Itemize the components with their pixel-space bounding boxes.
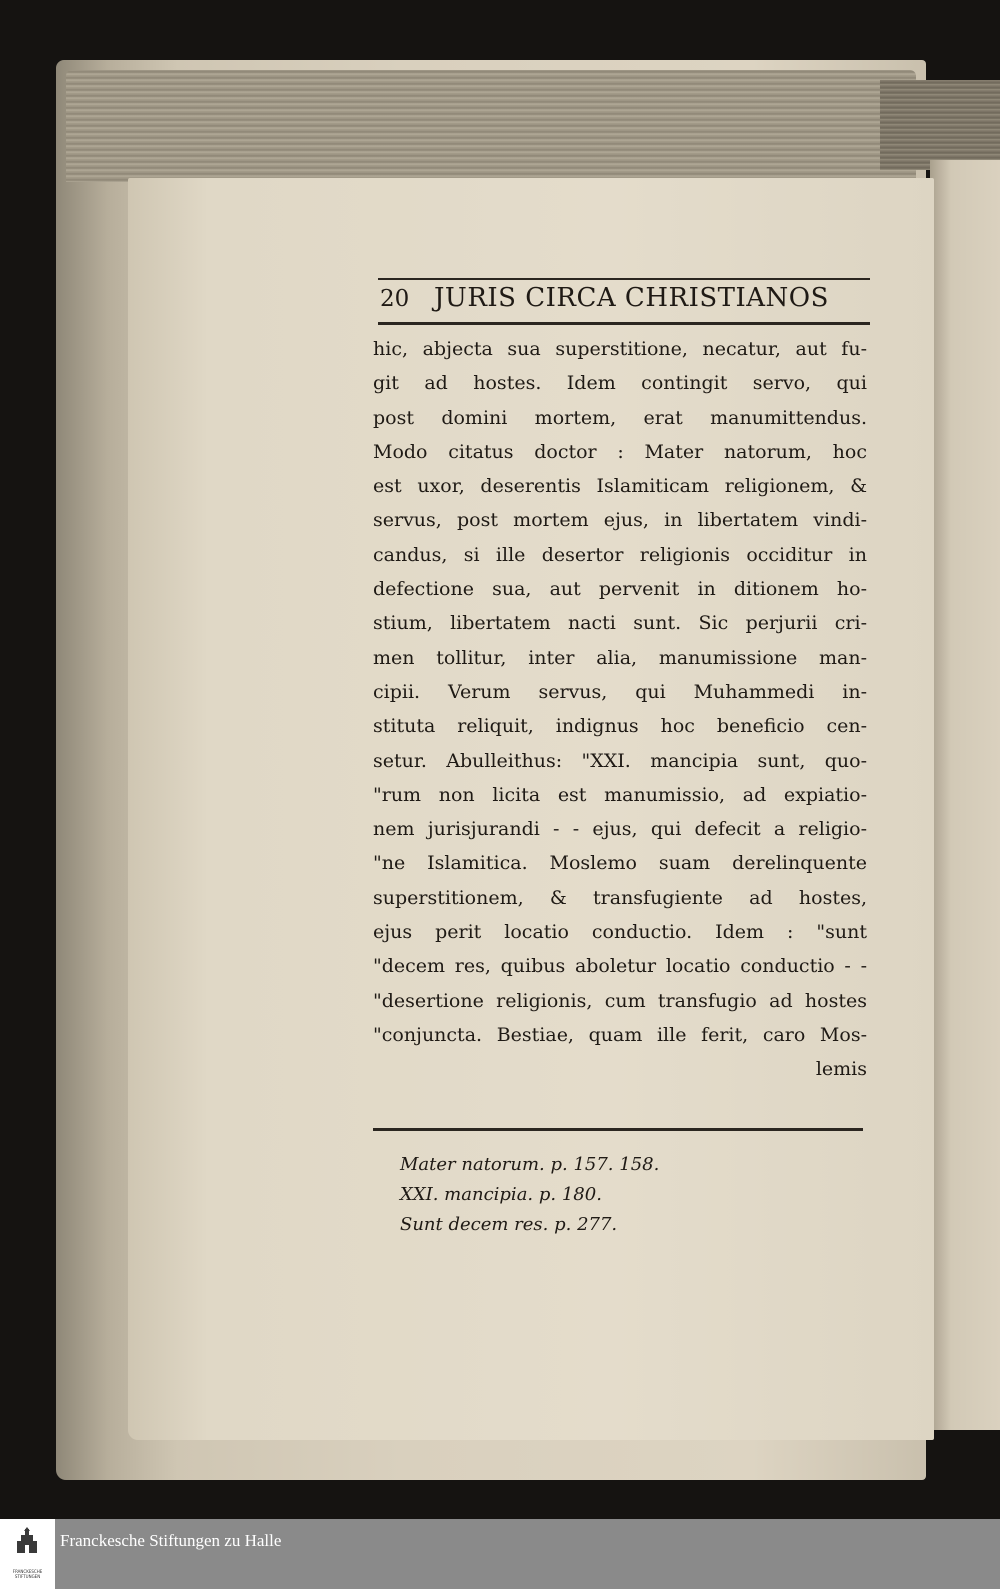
facing-page (930, 160, 1000, 1430)
text-line: defectione sua, aut pervenit in ditionem ho- (373, 578, 867, 601)
text-line: candus, si ille desertor religionis occiditur in (373, 543, 867, 566)
text-line: stium, libertatem nacti sunt. Sic perjurii cri- (373, 612, 867, 635)
header-row (378, 280, 870, 320)
text-line: Modo citatus doctor : Mater natorum, hoc (373, 440, 867, 463)
text-line: git ad hostes. Idem contingit servo, qui (373, 372, 867, 395)
facing-page-edges-top (880, 80, 1000, 170)
text-line: "desertione religionis, cum transfugio ad hostes (373, 989, 867, 1012)
text-line: cipii. Verum servus, qui Muhammedi in- (373, 680, 867, 703)
page-number: 20 (380, 286, 410, 312)
text-line: nem jurisjurandi - - ejus, qui defecit a religio- (373, 818, 867, 841)
text-line: "rum non licita est manumissio, ad expiatio- (373, 783, 867, 806)
text-line: ejus perit locatio conductio. Idem : "sunt (373, 921, 867, 944)
footer-bar (0, 1519, 1000, 1589)
body-text (373, 332, 867, 1087)
text-line: "ne Islamitica. Moslemo suam derelinquente (373, 852, 867, 875)
text-line: "conjuncta. Bestiae, quam ille ferit, caro Mos- (373, 1023, 867, 1046)
text-line: stituta reliquit, indignus hoc beneficio cen- (373, 715, 867, 738)
page-header (378, 278, 870, 320)
header-rule (378, 322, 870, 325)
text-line: hic, abjecta sua superstitione, necatur, aut fu- (373, 338, 867, 360)
footnote: Mater natorum. p. 157. 158. (400, 1154, 660, 1175)
footnote: XXI. mancipia. p. 180. (400, 1184, 602, 1205)
text-line: "decem res, quibus aboletur locatio conductio - - (373, 955, 867, 978)
text-line: servus, post mortem ejus, in libertatem vindi- (373, 509, 867, 532)
footnotes (400, 1150, 800, 1240)
text-line: setur. Abulleithus: "XXI. mancipia sunt, quo- (373, 749, 867, 772)
text-line: est uxor, deserentis Islamiticam religionem, & (373, 475, 867, 498)
institution-logo[interactable] (0, 1519, 55, 1589)
footnote-rule (373, 1128, 863, 1131)
logo-caption: FRANCKESCHE STIFTUNGEN (12, 1569, 43, 1579)
orphanage-building-icon (14, 1527, 40, 1563)
catchword: lemis (815, 1058, 867, 1081)
text-line: superstitionem, & transfugiente ad hostes, (373, 886, 867, 909)
text-line: post domini mortem, erat manumittendus. (373, 406, 867, 429)
book-page-edges-top (66, 70, 916, 182)
running-head: JURIS CIRCA CHRISTIANOS (434, 283, 829, 313)
footnote: Sunt decem res. p. 277. (400, 1214, 618, 1235)
text-line: men tollitur, inter alia, manumissione man- (373, 646, 867, 669)
institution-name: Franckesche Stiftungen zu Halle (60, 1531, 282, 1550)
